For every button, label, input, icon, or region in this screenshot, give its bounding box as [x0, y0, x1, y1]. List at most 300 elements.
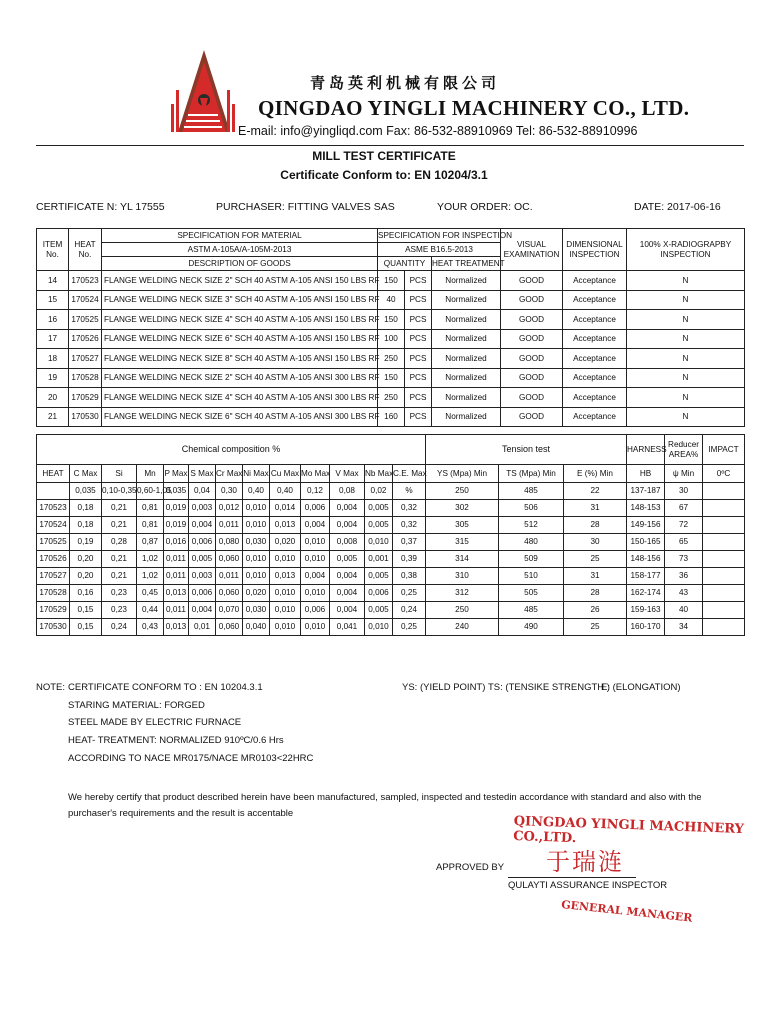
column-header: S Max	[189, 465, 216, 483]
impact-header: IMPACT	[703, 435, 745, 465]
table-cell: 0,20	[70, 551, 102, 568]
table-cell: 0,080	[216, 534, 243, 551]
dimensional-cell: Acceptance	[563, 290, 627, 310]
table-cell: 0,004	[301, 568, 330, 585]
table-cell: 65	[665, 534, 703, 551]
table-cell: 506	[499, 500, 564, 517]
table-row	[37, 368, 745, 388]
description-cell: FLANGE WELDING NECK SIZE 6" SCH 40 ASTM A-105 ANSI 150 LBS RF	[102, 329, 378, 349]
general-manager-stamp: GENERAL MANAGER	[560, 898, 693, 925]
heat-treatment-cell: Normalized	[432, 368, 501, 388]
dimensional-header: DIMENSIONAL INSPECTION	[563, 229, 627, 271]
table-cell: 0,43	[137, 619, 164, 636]
table-cell: 0,013	[270, 517, 301, 534]
table-cell: 0,030	[243, 602, 270, 619]
table-cell: 137-187	[627, 483, 665, 500]
table-cell: 0,10-0,35	[102, 483, 137, 500]
unit-cell: PCS	[405, 349, 432, 369]
unit-cell: PCS	[405, 290, 432, 310]
table-cell: 148-153	[627, 500, 665, 517]
table-cell: 0,016	[164, 534, 189, 551]
quantity-cell: 250	[378, 349, 405, 369]
item-cell: 17	[37, 329, 69, 349]
table-cell: 31	[564, 500, 627, 517]
item-cell: 16	[37, 310, 69, 330]
description-cell: FLANGE WELDING NECK SIZE 2" SCH 40 ASTM A-105 ANSI 300 LBS RF	[102, 368, 378, 388]
table-cell: 0,44	[137, 602, 164, 619]
table-cell: 0,81	[137, 500, 164, 517]
legend-e: E: (ELONGATION)	[601, 682, 681, 693]
table-cell: 0,21	[102, 500, 137, 517]
heat-treatment-cell: Normalized	[432, 310, 501, 330]
table-cell: 0,004	[301, 517, 330, 534]
dimensional-cell: Acceptance	[563, 349, 627, 369]
table-cell: 0,32	[393, 500, 426, 517]
table-cell: 0,006	[189, 585, 216, 602]
dimensional-cell: Acceptance	[563, 329, 627, 349]
table-cell: 0,08	[330, 483, 365, 500]
table-cell: 480	[499, 534, 564, 551]
column-header: 0ºC	[703, 465, 745, 483]
table-cell: 0,23	[102, 602, 137, 619]
table-cell: 158-177	[627, 568, 665, 585]
heat-treatment-header: HEAT TREATMENT	[432, 257, 501, 271]
table-cell: 0,010	[270, 585, 301, 602]
document-title: MILL TEST CERTIFICATE	[312, 149, 456, 163]
table-cell: 0,005	[365, 568, 393, 585]
visual-cell: GOOD	[501, 310, 563, 330]
spec-inspection-value: ASME B16.5-2013	[378, 243, 501, 257]
table-cell: 0,81	[137, 517, 164, 534]
heat-cell: 170525	[69, 310, 102, 330]
table-cell: 0,12	[301, 483, 330, 500]
table-cell: 0,40	[243, 483, 270, 500]
table-cell: 512	[499, 517, 564, 534]
table-cell: 0,010	[243, 568, 270, 585]
quantity-cell: 150	[378, 368, 405, 388]
note-label: NOTE:	[36, 682, 66, 693]
table-cell: 310	[426, 568, 499, 585]
table-row	[37, 290, 745, 310]
table-cell: 25	[564, 619, 627, 636]
table-cell: 0,60-1,05	[137, 483, 164, 500]
table-cell: 485	[499, 602, 564, 619]
table-cell: 0,005	[365, 517, 393, 534]
xray-cell: N	[627, 388, 745, 408]
table-cell: 0,004	[330, 500, 365, 517]
table-cell: 0,020	[270, 534, 301, 551]
column-header: Si	[102, 465, 137, 483]
table-cell: 0,005	[365, 500, 393, 517]
unit-cell: PCS	[405, 271, 432, 291]
xray-cell: N	[627, 329, 745, 349]
column-header: YS (Mpa) Min	[426, 465, 499, 483]
table-cell: 36	[665, 568, 703, 585]
reducer-header: Reducer AREA%	[665, 435, 703, 465]
table-cell: 509	[499, 551, 564, 568]
item-cell: 20	[37, 388, 69, 408]
document-subtitle: Certificate Conform to: EN 10204/3.1	[280, 168, 488, 182]
table-cell: 0,004	[330, 585, 365, 602]
table-cell: 0,24	[393, 602, 426, 619]
table-cell: 0,019	[164, 517, 189, 534]
table-cell: 0,04	[189, 483, 216, 500]
table-cell: 22	[564, 483, 627, 500]
goods-table	[36, 228, 745, 427]
spec-material-header: SPECIFICATION FOR MATERIAL	[102, 229, 378, 243]
table-cell	[703, 602, 745, 619]
table-row	[37, 329, 745, 349]
header-divider	[36, 145, 744, 146]
column-header: TS (Mpa) Min	[499, 465, 564, 483]
table-row	[37, 407, 745, 427]
table-cell: 305	[426, 517, 499, 534]
table-cell: 0,011	[164, 602, 189, 619]
visual-cell: GOOD	[501, 349, 563, 369]
column-header: P Max	[164, 465, 189, 483]
table-cell: 0,008	[330, 534, 365, 551]
table-cell: 0,041	[330, 619, 365, 636]
item-cell: 18	[37, 349, 69, 369]
purchaser: PURCHASER: FITTING VALVES SAS	[216, 201, 395, 213]
column-header: Cu Max	[270, 465, 301, 483]
table-cell: 0,38	[393, 568, 426, 585]
table-row	[37, 388, 745, 408]
dimensional-cell: Acceptance	[563, 310, 627, 330]
table-cell: 162-174	[627, 585, 665, 602]
table-cell: 490	[499, 619, 564, 636]
table-row	[37, 551, 745, 568]
table-cell: 0,010	[243, 551, 270, 568]
table-cell: 0,040	[243, 619, 270, 636]
table-cell: 0,15	[70, 602, 102, 619]
table-cell: 34	[665, 619, 703, 636]
table-cell: 0,32	[393, 517, 426, 534]
signature-line	[508, 877, 636, 878]
quantity-header: QUANTITY	[378, 257, 432, 271]
table-cell: 0,39	[393, 551, 426, 568]
visual-cell: GOOD	[501, 271, 563, 291]
table-cell: 0,010	[243, 517, 270, 534]
table-cell: 0,004	[330, 602, 365, 619]
table-row	[37, 349, 745, 369]
heat-header: HEAT No.	[69, 229, 102, 271]
table-cell: 149-156	[627, 517, 665, 534]
unit-cell: PCS	[405, 388, 432, 408]
table-cell: 73	[665, 551, 703, 568]
column-header: Nb Max	[365, 465, 393, 483]
table-cell: 0,004	[189, 517, 216, 534]
xray-cell: N	[627, 271, 745, 291]
table-row	[37, 568, 745, 585]
table-cell: 0,012	[216, 500, 243, 517]
table-cell: 0,060	[216, 585, 243, 602]
visual-cell: GOOD	[501, 407, 563, 427]
column-header: HB	[627, 465, 665, 483]
table-cell: 0,18	[70, 517, 102, 534]
visual-cell: GOOD	[501, 368, 563, 388]
description-cell: FLANGE WELDING NECK SIZE 6" SCH 40 ASTM A-105 ANSI 300 LBS RF	[102, 407, 378, 427]
company-stamp: QINGDAO YINGLI MACHINERY CO.,LTD.	[512, 814, 745, 847]
dimensional-cell: Acceptance	[563, 388, 627, 408]
table-row	[37, 602, 745, 619]
table-cell: 0,87	[137, 534, 164, 551]
table-cell: 0,01	[189, 619, 216, 636]
table-cell: 0,21	[102, 517, 137, 534]
quantity-cell: 150	[378, 271, 405, 291]
table-cell: 0,020	[243, 585, 270, 602]
table-cell: 0,003	[189, 500, 216, 517]
table-cell: 0,060	[216, 619, 243, 636]
table-cell: 240	[426, 619, 499, 636]
table-cell: 0,20	[70, 568, 102, 585]
description-cell: FLANGE WELDING NECK SIZE 3" SCH 40 ASTM A-105 ANSI 150 LBS RF	[102, 290, 378, 310]
table-cell: 0,006	[189, 534, 216, 551]
approved-by-label: APPROVED BY	[436, 862, 505, 873]
visual-cell: GOOD	[501, 388, 563, 408]
table-row	[37, 534, 745, 551]
table-row	[37, 483, 745, 500]
table-cell: 250	[426, 602, 499, 619]
table-cell: 170524	[37, 517, 70, 534]
table-cell: 30	[665, 483, 703, 500]
table-cell: %	[393, 483, 426, 500]
table-cell: 170527	[37, 568, 70, 585]
table-cell: 0,006	[301, 602, 330, 619]
test-results-table	[36, 434, 745, 636]
table-cell: 0,001	[365, 551, 393, 568]
table-cell: 0,010	[301, 585, 330, 602]
table-cell: 0,25	[393, 619, 426, 636]
dimensional-cell: Acceptance	[563, 368, 627, 388]
table-cell: 0,02	[365, 483, 393, 500]
table-row	[37, 517, 745, 534]
table-cell: 43	[665, 585, 703, 602]
table-cell: 170530	[37, 619, 70, 636]
table-cell	[703, 500, 745, 517]
heat-treatment-cell: Normalized	[432, 349, 501, 369]
unit-cell: PCS	[405, 310, 432, 330]
table-cell: 0,011	[164, 551, 189, 568]
quantity-cell: 250	[378, 388, 405, 408]
xray-cell: N	[627, 310, 745, 330]
quantity-cell: 160	[378, 407, 405, 427]
dimensional-cell: Acceptance	[563, 407, 627, 427]
description-cell: FLANGE WELDING NECK SIZE 8" SCH 40 ASTM A-105 ANSI 150 LBS RF	[102, 349, 378, 369]
description-cell: FLANGE WELDING NECK SIZE 4" SCH 40 ASTM A-105 ANSI 300 LBS RF	[102, 388, 378, 408]
spec-inspection-header: SPECIFICATION FOR INSPECTION	[378, 229, 501, 243]
heat-cell: 170530	[69, 407, 102, 427]
table-cell: 0,010	[243, 500, 270, 517]
table-cell: 170523	[37, 500, 70, 517]
table-cell: 160-170	[627, 619, 665, 636]
table-cell: 485	[499, 483, 564, 500]
column-header: C.E. Max	[393, 465, 426, 483]
column-header: Ni Max	[243, 465, 270, 483]
table-cell: 0,37	[393, 534, 426, 551]
table-cell: 0,30	[216, 483, 243, 500]
heat-cell: 170528	[69, 368, 102, 388]
table-cell: 0,019	[164, 500, 189, 517]
table-cell: 150-165	[627, 534, 665, 551]
table-cell: 0,010	[301, 551, 330, 568]
item-cell: 21	[37, 407, 69, 427]
column-header: C Max	[70, 465, 102, 483]
table-cell: 0,24	[102, 619, 137, 636]
table-cell: 0,013	[164, 619, 189, 636]
table-cell: 170528	[37, 585, 70, 602]
heat-cell: 170524	[69, 290, 102, 310]
visual-header: VISUAL EXAMINATION	[501, 229, 563, 271]
note-line-5: ACCORDING TO NACE MR0175/NACE MR0103<22HRC	[68, 753, 314, 764]
table-cell: 0,010	[270, 619, 301, 636]
table-cell	[703, 568, 745, 585]
table-cell: 0,011	[216, 517, 243, 534]
harness-header: HARNESS	[627, 435, 665, 465]
table-row	[37, 310, 745, 330]
heat-cell: 170529	[69, 388, 102, 408]
unit-cell: PCS	[405, 407, 432, 427]
table-cell: 302	[426, 500, 499, 517]
table-cell	[703, 619, 745, 636]
your-order: YOUR ORDER: OC.	[437, 201, 533, 213]
table-cell: 31	[564, 568, 627, 585]
item-cell: 19	[37, 368, 69, 388]
table-cell: 0,19	[70, 534, 102, 551]
table-cell	[37, 483, 70, 500]
heat-cell: 170523	[69, 271, 102, 291]
table-cell: 0,030	[243, 534, 270, 551]
table-row	[37, 585, 745, 602]
table-cell	[703, 534, 745, 551]
quantity-cell: 100	[378, 329, 405, 349]
table-cell: 312	[426, 585, 499, 602]
table-cell: 314	[426, 551, 499, 568]
signature: 于瑞涟	[546, 848, 624, 876]
xray-cell: N	[627, 407, 745, 427]
spec-material-value: ASTM A-105A/A-105M-2013	[102, 243, 378, 257]
table-cell: 1,02	[137, 568, 164, 585]
table-cell: 0,013	[164, 585, 189, 602]
table-cell: 0,011	[216, 568, 243, 585]
note-line-2: STARING MATERIAL: FORGED	[68, 700, 205, 711]
table-cell: 250	[426, 483, 499, 500]
table-cell: 0,004	[330, 568, 365, 585]
xray-cell: N	[627, 368, 745, 388]
table-cell: 1,02	[137, 551, 164, 568]
table-cell: 0,006	[365, 585, 393, 602]
item-cell: 14	[37, 271, 69, 291]
table-cell: 0,005	[189, 551, 216, 568]
dimensional-cell: Acceptance	[563, 271, 627, 291]
item-cell: 15	[37, 290, 69, 310]
description-cell: FLANGE WELDING NECK SIZE 4" SCH 40 ASTM A-105 ANSI 150 LBS RF	[102, 310, 378, 330]
table-cell: 170529	[37, 602, 70, 619]
table-cell: 0,011	[164, 568, 189, 585]
table-cell: 0,21	[102, 568, 137, 585]
description-cell: FLANGE WELDING NECK SIZE 2" SCH 40 ASTM A-105 ANSI 150 LBS RF	[102, 271, 378, 291]
heat-treatment-cell: Normalized	[432, 290, 501, 310]
description-header: DESCRIPTION OF GOODS	[102, 257, 378, 271]
certificate-number: CERTIFICATE N: YL 17555	[36, 201, 165, 213]
heat-treatment-cell: Normalized	[432, 407, 501, 427]
table-cell: 0,010	[270, 602, 301, 619]
table-cell: 0,15	[70, 619, 102, 636]
table-cell: 28	[564, 585, 627, 602]
table-cell: 0,28	[102, 534, 137, 551]
table-cell: 0,070	[216, 602, 243, 619]
table-cell: 0,40	[270, 483, 301, 500]
table-cell: 67	[665, 500, 703, 517]
qa-inspector-label: QULAYTI ASSURANCE INSPECTOR	[508, 880, 668, 891]
tension-test-header: Tension test	[426, 435, 627, 465]
table-cell: 0,005	[330, 551, 365, 568]
table-cell: 0,010	[301, 619, 330, 636]
table-cell	[703, 585, 745, 602]
quantity-cell: 150	[378, 310, 405, 330]
column-header: Mo Max	[301, 465, 330, 483]
table-cell	[703, 517, 745, 534]
table-cell: 170526	[37, 551, 70, 568]
table-row	[37, 271, 745, 291]
table-cell: 0,014	[270, 500, 301, 517]
note-line-1: CERTIFICATE CONFORM TO : EN 10204.3.1	[68, 682, 263, 693]
chem-composition-header: Chemical composition %	[37, 435, 426, 465]
company-english-name: QINGDAO YINGLI MACHINERY CO., LTD.	[258, 96, 690, 120]
unit-cell: PCS	[405, 368, 432, 388]
item-header: ITEM No.	[37, 229, 69, 271]
column-header: Mn	[137, 465, 164, 483]
column-header: V Max	[330, 465, 365, 483]
table-cell: 159-163	[627, 602, 665, 619]
table-cell: 0,45	[137, 585, 164, 602]
column-header: Cr Max	[216, 465, 243, 483]
unit-cell: PCS	[405, 329, 432, 349]
certification-statement: We hereby certify that product described herein have been manufactured, sampled, inspected and testedin accordance with standard and also with the purchaser's requirements and the result is accentable	[68, 792, 702, 819]
visual-cell: GOOD	[501, 329, 563, 349]
table-cell: 315	[426, 534, 499, 551]
xray-cell: N	[627, 290, 745, 310]
table-row	[37, 500, 745, 517]
table-cell: 40	[665, 602, 703, 619]
company-contact: E-mail: info@yingliqd.com Fax: 86-532-88910969 Tel: 86-532-88910996	[238, 124, 638, 138]
table-cell: 510	[499, 568, 564, 585]
column-header: HEAT	[37, 465, 70, 483]
table-cell: 25	[564, 551, 627, 568]
table-cell: 30	[564, 534, 627, 551]
table-cell	[703, 483, 745, 500]
table-cell	[703, 551, 745, 568]
heat-cell: 170527	[69, 349, 102, 369]
table-cell: 0,18	[70, 500, 102, 517]
xray-header: 100% X-RADIOGRAPBY INSPECTION	[627, 229, 745, 271]
table-cell: 0,010	[270, 551, 301, 568]
table-cell: 28	[564, 517, 627, 534]
table-cell: 148-156	[627, 551, 665, 568]
table-cell: 0,035	[70, 483, 102, 500]
company-chinese-name: 青岛英利机械有限公司	[310, 74, 501, 92]
table-cell: 0,16	[70, 585, 102, 602]
quantity-cell: 40	[378, 290, 405, 310]
table-cell: 0,21	[102, 551, 137, 568]
visual-cell: GOOD	[501, 290, 563, 310]
note-line-4: HEAT- TREATMENT: NORMALIZED 910ºC/0.6 Hrs	[68, 735, 284, 746]
xray-cell: N	[627, 349, 745, 369]
heat-treatment-cell: Normalized	[432, 271, 501, 291]
table-cell: 0,010	[365, 619, 393, 636]
table-cell: 0,25	[393, 585, 426, 602]
heat-cell: 170526	[69, 329, 102, 349]
